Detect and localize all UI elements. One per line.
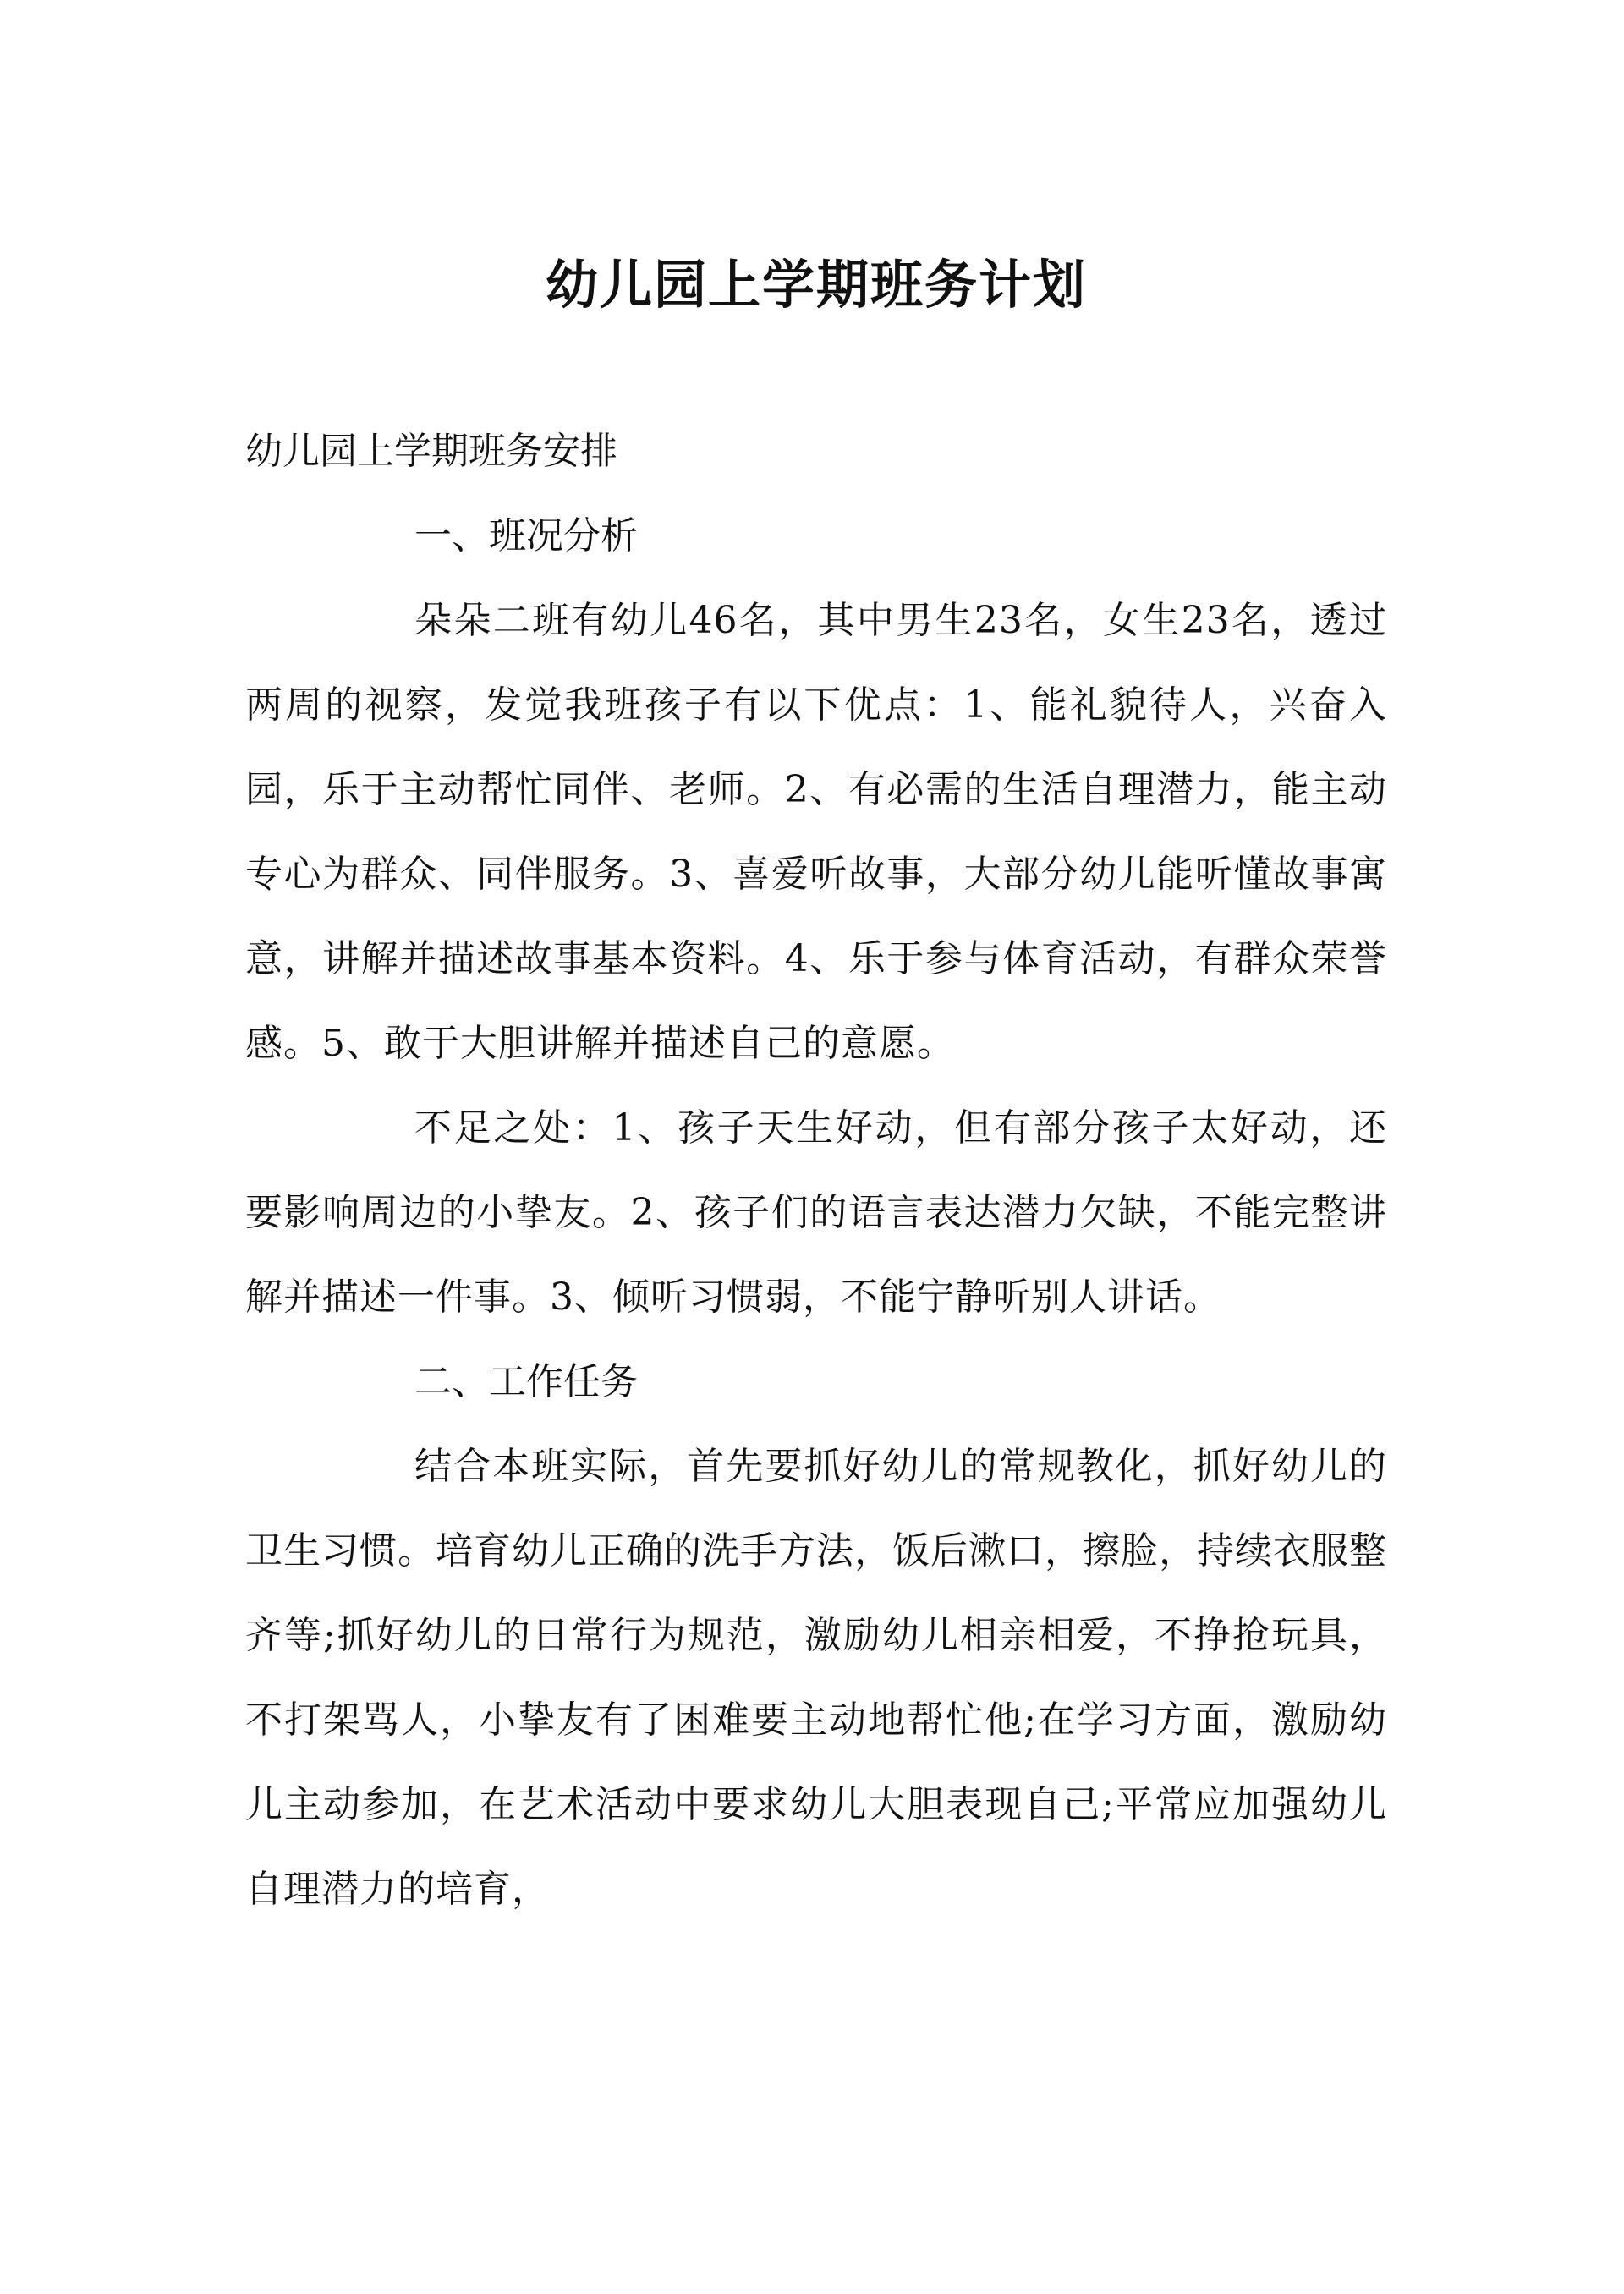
section-heading-class-analysis: 一、班况分析 [414,514,638,558]
paragraph-weaknesses: 不足之处：1、孩子天生好动，但有部分孩子太好动，还要影响周边的小挚友。2、孩子们的语言表达潜力欠缺，不能完整讲解并描述一件事。3、倾听习惯弱，不能宁静听别人讲话。 [245,1106,1387,1320]
paragraph-strengths: 朵朵二班有幼儿46名，其中男生23名，女生23名，透过两周的视察，发觉我班孩子有以下优点：1、能礼貌待人，兴奋入园，乐于主动帮忙同伴、老师。2、有必需的生活自理潜力，能主动专心为群众、同伴服务。3、喜爱听故事，大部分幼儿能听懂故事寓意，讲解并描述故事基本资料。4、乐于参与体育活动，有群众荣誉感。5、敢于大胆讲解并描述自己的意愿。 [245,599,1387,1066]
section-heading-work-tasks: 二、工作任务 [414,1360,638,1404]
document-title: 幼儿园上学期班务计划 [545,254,1087,316]
paragraph-work-tasks: 结合本班实际，首先要抓好幼儿的常规教化，抓好幼儿的卫生习惯。培育幼儿正确的洗手方法，饭后漱口，擦脸，持续衣服整齐等;抓好幼儿的日常行为规范，激励幼儿相亲相爱，不挣抢玩具，不打架骂人，小挚友有了困难要主动地帮忙他;在学习方面，激励幼儿主动参加，在艺术活动中要求幼儿大胆表现自己;平常应加强幼儿自理潜力的培育， [245,1445,1387,1912]
document-body [245,254,1387,1932]
document-subtitle: 幼儿园上学期班务安排 [245,430,617,474]
